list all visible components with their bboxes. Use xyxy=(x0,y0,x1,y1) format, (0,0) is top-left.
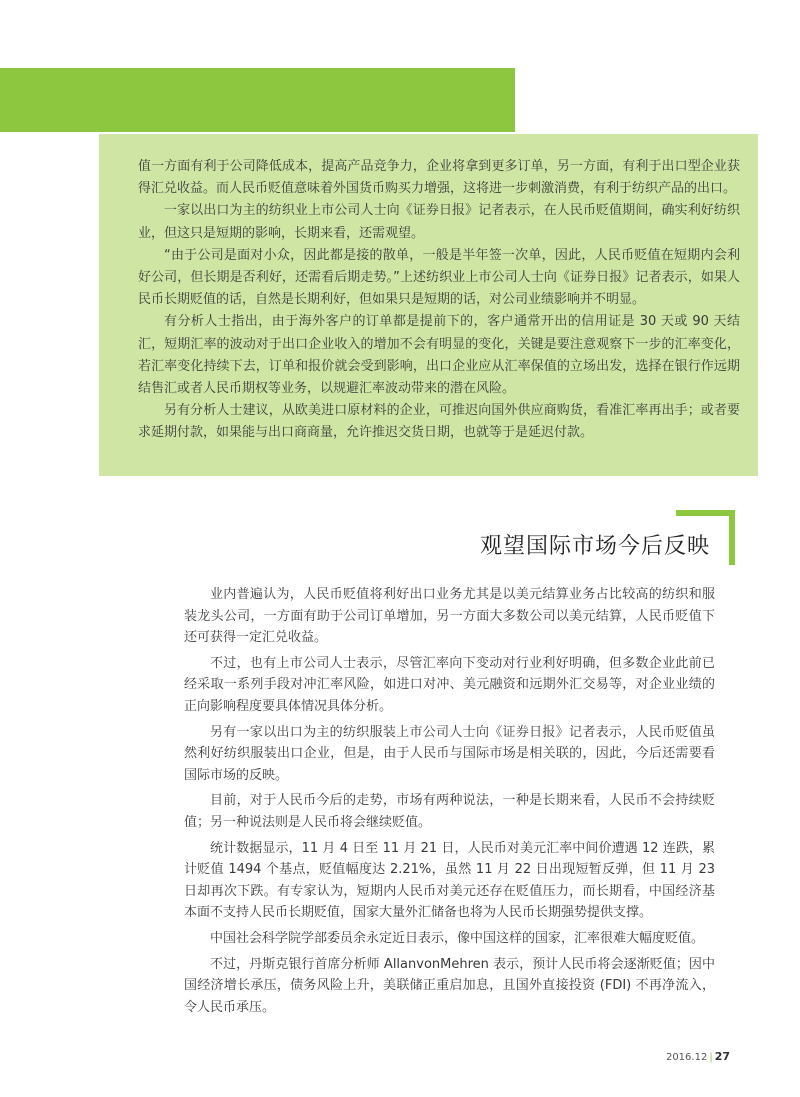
main-article-text xyxy=(184,584,715,1018)
article-paragraph: 不过，也有上市公司人士表示，尽管汇率向下变动对行业利好明确，但多数企业此前已经采取一系列手段对冲汇率风险，如进口对冲、美元融资和远期外汇交易等，对企业业绩的正向影响程度要具体情况具体分析。 xyxy=(184,655,715,714)
article-paragraph: 目前，对于人民币今后的走势，市场有两种说法，一种是长期来看，人民币不会持续贬值；另一种说法则是人民币将会继续贬值。 xyxy=(184,793,715,830)
article-paragraph: 另有一家以出口为主的纺织服装上市公司人士向《证券日报》记者表示，人民币贬值虽然利好纺织服装出口企业，但是，由于人民币与国际市场是相关联的，因此，今后还需要看国际市场的反映。 xyxy=(184,724,715,783)
box-paragraph: 一家以出口为主的纺织业上市公司人士向《证券日报》记者表示，在人民币贬值期间，确实利好纺织业，但这只是短期的影响，长期来看，还需观望。 xyxy=(138,203,740,241)
box-paragraph: 值一方面有利于公司降低成本，提高产品竞争力，企业将拿到更多订单，另一方面，有利于出口型企业获得汇兑收益。而人民币贬值意味着外国货币购买力增强，这将进一步刺激消费，有利于纺织产品的出口。 xyxy=(138,159,740,197)
page-number: 27 xyxy=(714,1050,730,1063)
issue-date: 2016.12 xyxy=(665,1052,708,1063)
footer-separator: | xyxy=(709,1052,713,1063)
article-paragraph: 中国社会科学院学部委员余永定近日表示，像中国这样的国家，汇率很难大幅度贬值。 xyxy=(210,930,705,946)
section-title: 观望国际市场今后反映 xyxy=(479,534,710,559)
box-paragraph: 有分析人士指出，由于海外客户的订单都是提前下的，客户通常开出的信用证是 30 天或 90 天结汇，短期汇率的波动对于出口企业收入的增加不会有明显的变化，关键是要注意观察下一步的汇率变化，若汇率变化持续下去，订单和报价就会受到影响，出口企业应从汇率保值的立场出发，选择在银行作远期结售汇或者人民币期权等业务，以规避汇率波动带来的潜在风险。 xyxy=(138,314,740,397)
article-paragraph: 不过，丹斯克银行首席分析师 AllanvonMehren 表示，预计人民币将会逐渐贬值；因中国经济增长承压，债务风险上升，美联储正重启加息，且国外直接投资 (FDI) 不再净流入，令人民币承压。 xyxy=(184,956,715,1015)
box-paragraph: 另有分析人士建议，从欧美进口原材料的企业，可推迟向国外供应商购货，看准汇率再出手；或者要求延期付款，如果能与出口商商量，允许推迟交货日期，也就等于是延迟付款。 xyxy=(138,403,740,441)
page-footer xyxy=(666,1050,730,1063)
decorative-green-bar xyxy=(0,68,515,132)
article-paragraph: 统计数据显示，11 月 4 日至 11 月 21 日，人民币对美元汇率中间价遭遇 12 连跌，累计贬值 1494 个基点，贬值幅度达 2.21%，虽然 11 月 22 日出现短暂反弹，但 11 月 23 日却再次下跌。有专家认为，短期内人民币对美元还存在贬值压力，而长期看，中国经济基本面不支持人民币长期贬值，国家大量外汇储备也将为人民币长期强势提供支撑。 xyxy=(184,840,715,921)
box-article-text xyxy=(138,156,740,445)
article-paragraph: 业内普遍认为，人民币贬值将利好出口业务尤其是以美元结算业务占比较高的纺织和服装龙头公司，一方面有助于公司订单增加，另一方面大多数公司以美元结算，人民币贬值下还可获得一定汇兑收益。 xyxy=(184,587,715,646)
box-paragraph: “由于公司是面对小众，因此都是接的散单，一般是半年签一次单，因此，人民币贬值在短期内会利好公司，但长期是否利好，还需看后期走势。”上述纺织业上市公司人士向《证券日报》记者表示，如果人民币长期贬值的话，自然是长期利好，但如果只是短期的话，对公司业绩影响并不明显。 xyxy=(138,247,740,308)
